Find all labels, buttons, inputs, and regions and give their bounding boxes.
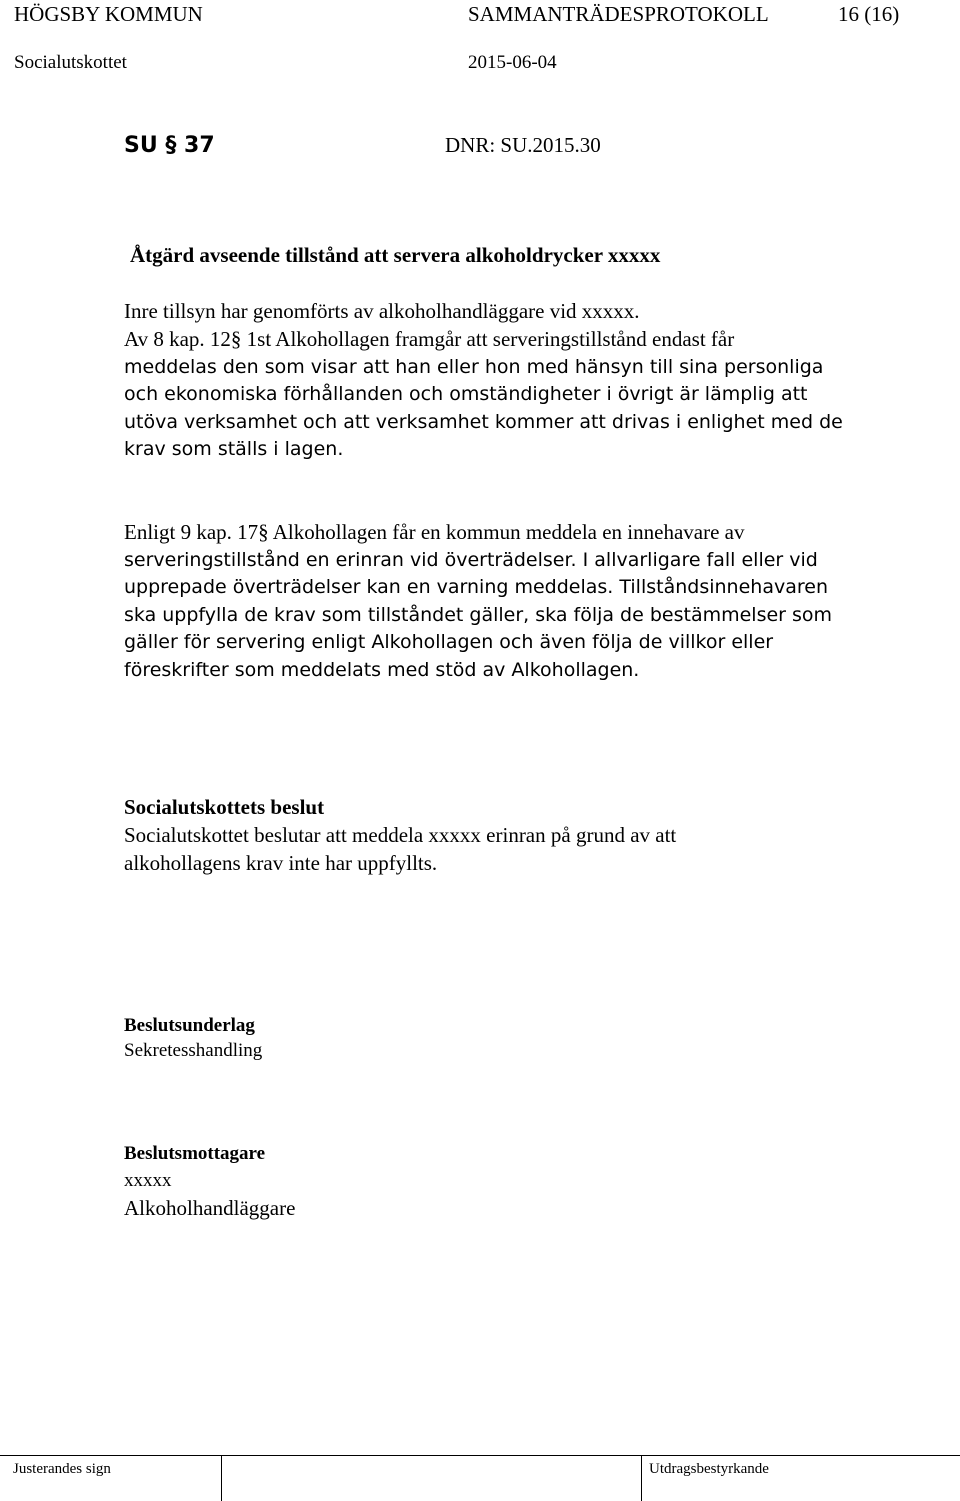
footer-divider xyxy=(0,1455,960,1456)
header-page-number: 16 (16) xyxy=(838,2,900,26)
paragraph-1-line: krav som ställs i lagen. xyxy=(124,438,344,461)
paragraph-2-line: gäller för servering enligt Alkohollagen och även följa de villkor eller xyxy=(124,631,774,654)
paragraph-1-line: och ekonomiska förhållanden och omständigheter i övrigt är lämplig att xyxy=(124,383,808,406)
recipient-item: xxxxx xyxy=(124,1170,172,1191)
decision-heading: Socialutskottets beslut xyxy=(124,795,325,819)
decision-line: Socialutskottet beslutar att meddela xxxxx erinran på grund av att xyxy=(124,823,677,847)
paragraph-2-line: upprepade överträdelser kan en varning meddelas. Tillståndsinnehavaren xyxy=(124,576,828,599)
header-body: Socialutskottet xyxy=(14,52,127,73)
page-title: Åtgärd avseende tillstånd att servera alkoholdrycker xxxxx xyxy=(130,243,661,267)
footer-column-divider xyxy=(221,1455,222,1501)
paragraph-2-line: ska uppfylla de krav som tillståndet gäller, ska följa de bestämmelser som xyxy=(124,603,833,626)
footer-column-divider xyxy=(641,1455,642,1501)
basis-item: Sekretesshandling xyxy=(124,1040,263,1061)
decision-line: alkohollagens krav inte har uppfyllts. xyxy=(124,851,438,875)
intro-text: Inre tillsyn har genomförts av alkoholhandläggare vid xxxxx. xyxy=(124,299,640,323)
paragraph-1 xyxy=(124,326,884,464)
paragraph-1-line: meddelas den som visar att han eller hon med hänsyn till sina personliga xyxy=(124,355,824,378)
header-date: 2015-06-04 xyxy=(468,52,557,73)
paragraph-2 xyxy=(124,519,884,685)
footer-extract-label: Utdragsbestyrkande xyxy=(649,1461,769,1477)
recipients-heading: Beslutsmottagare xyxy=(124,1143,266,1164)
recipient-item: Alkoholhandläggare xyxy=(124,1196,296,1220)
paragraph-2-line: Enligt 9 kap. 17§ Alkohollagen får en kommun meddela en innehavare av xyxy=(124,520,745,544)
case-dnr: DNR: SU.2015.30 xyxy=(445,133,601,157)
paragraph-2-line: serveringstillstånd en erinran vid överträdelser. I allvarligare fall eller vid xyxy=(124,548,818,571)
paragraph-1-line: utöva verksamhet och att verksamhet kommer att drivas i enlighet med de xyxy=(124,410,843,433)
header-doc-type: SAMMANTRÄDESPROTOKOLL xyxy=(468,2,769,26)
footer-sign-label: Justerandes sign xyxy=(13,1461,111,1477)
paragraph-1-line: Av 8 kap. 12§ 1st Alkohollagen framgår att serveringstillstånd endast får xyxy=(124,327,735,351)
header-org: HÖGSBY KOMMUN xyxy=(14,2,203,26)
basis-heading: Beslutsunderlag xyxy=(124,1015,255,1036)
paragraph-2-line: föreskrifter som meddelats med stöd av Alkohollagen. xyxy=(124,658,640,681)
paragraph-number: SU § 37 xyxy=(124,133,215,158)
